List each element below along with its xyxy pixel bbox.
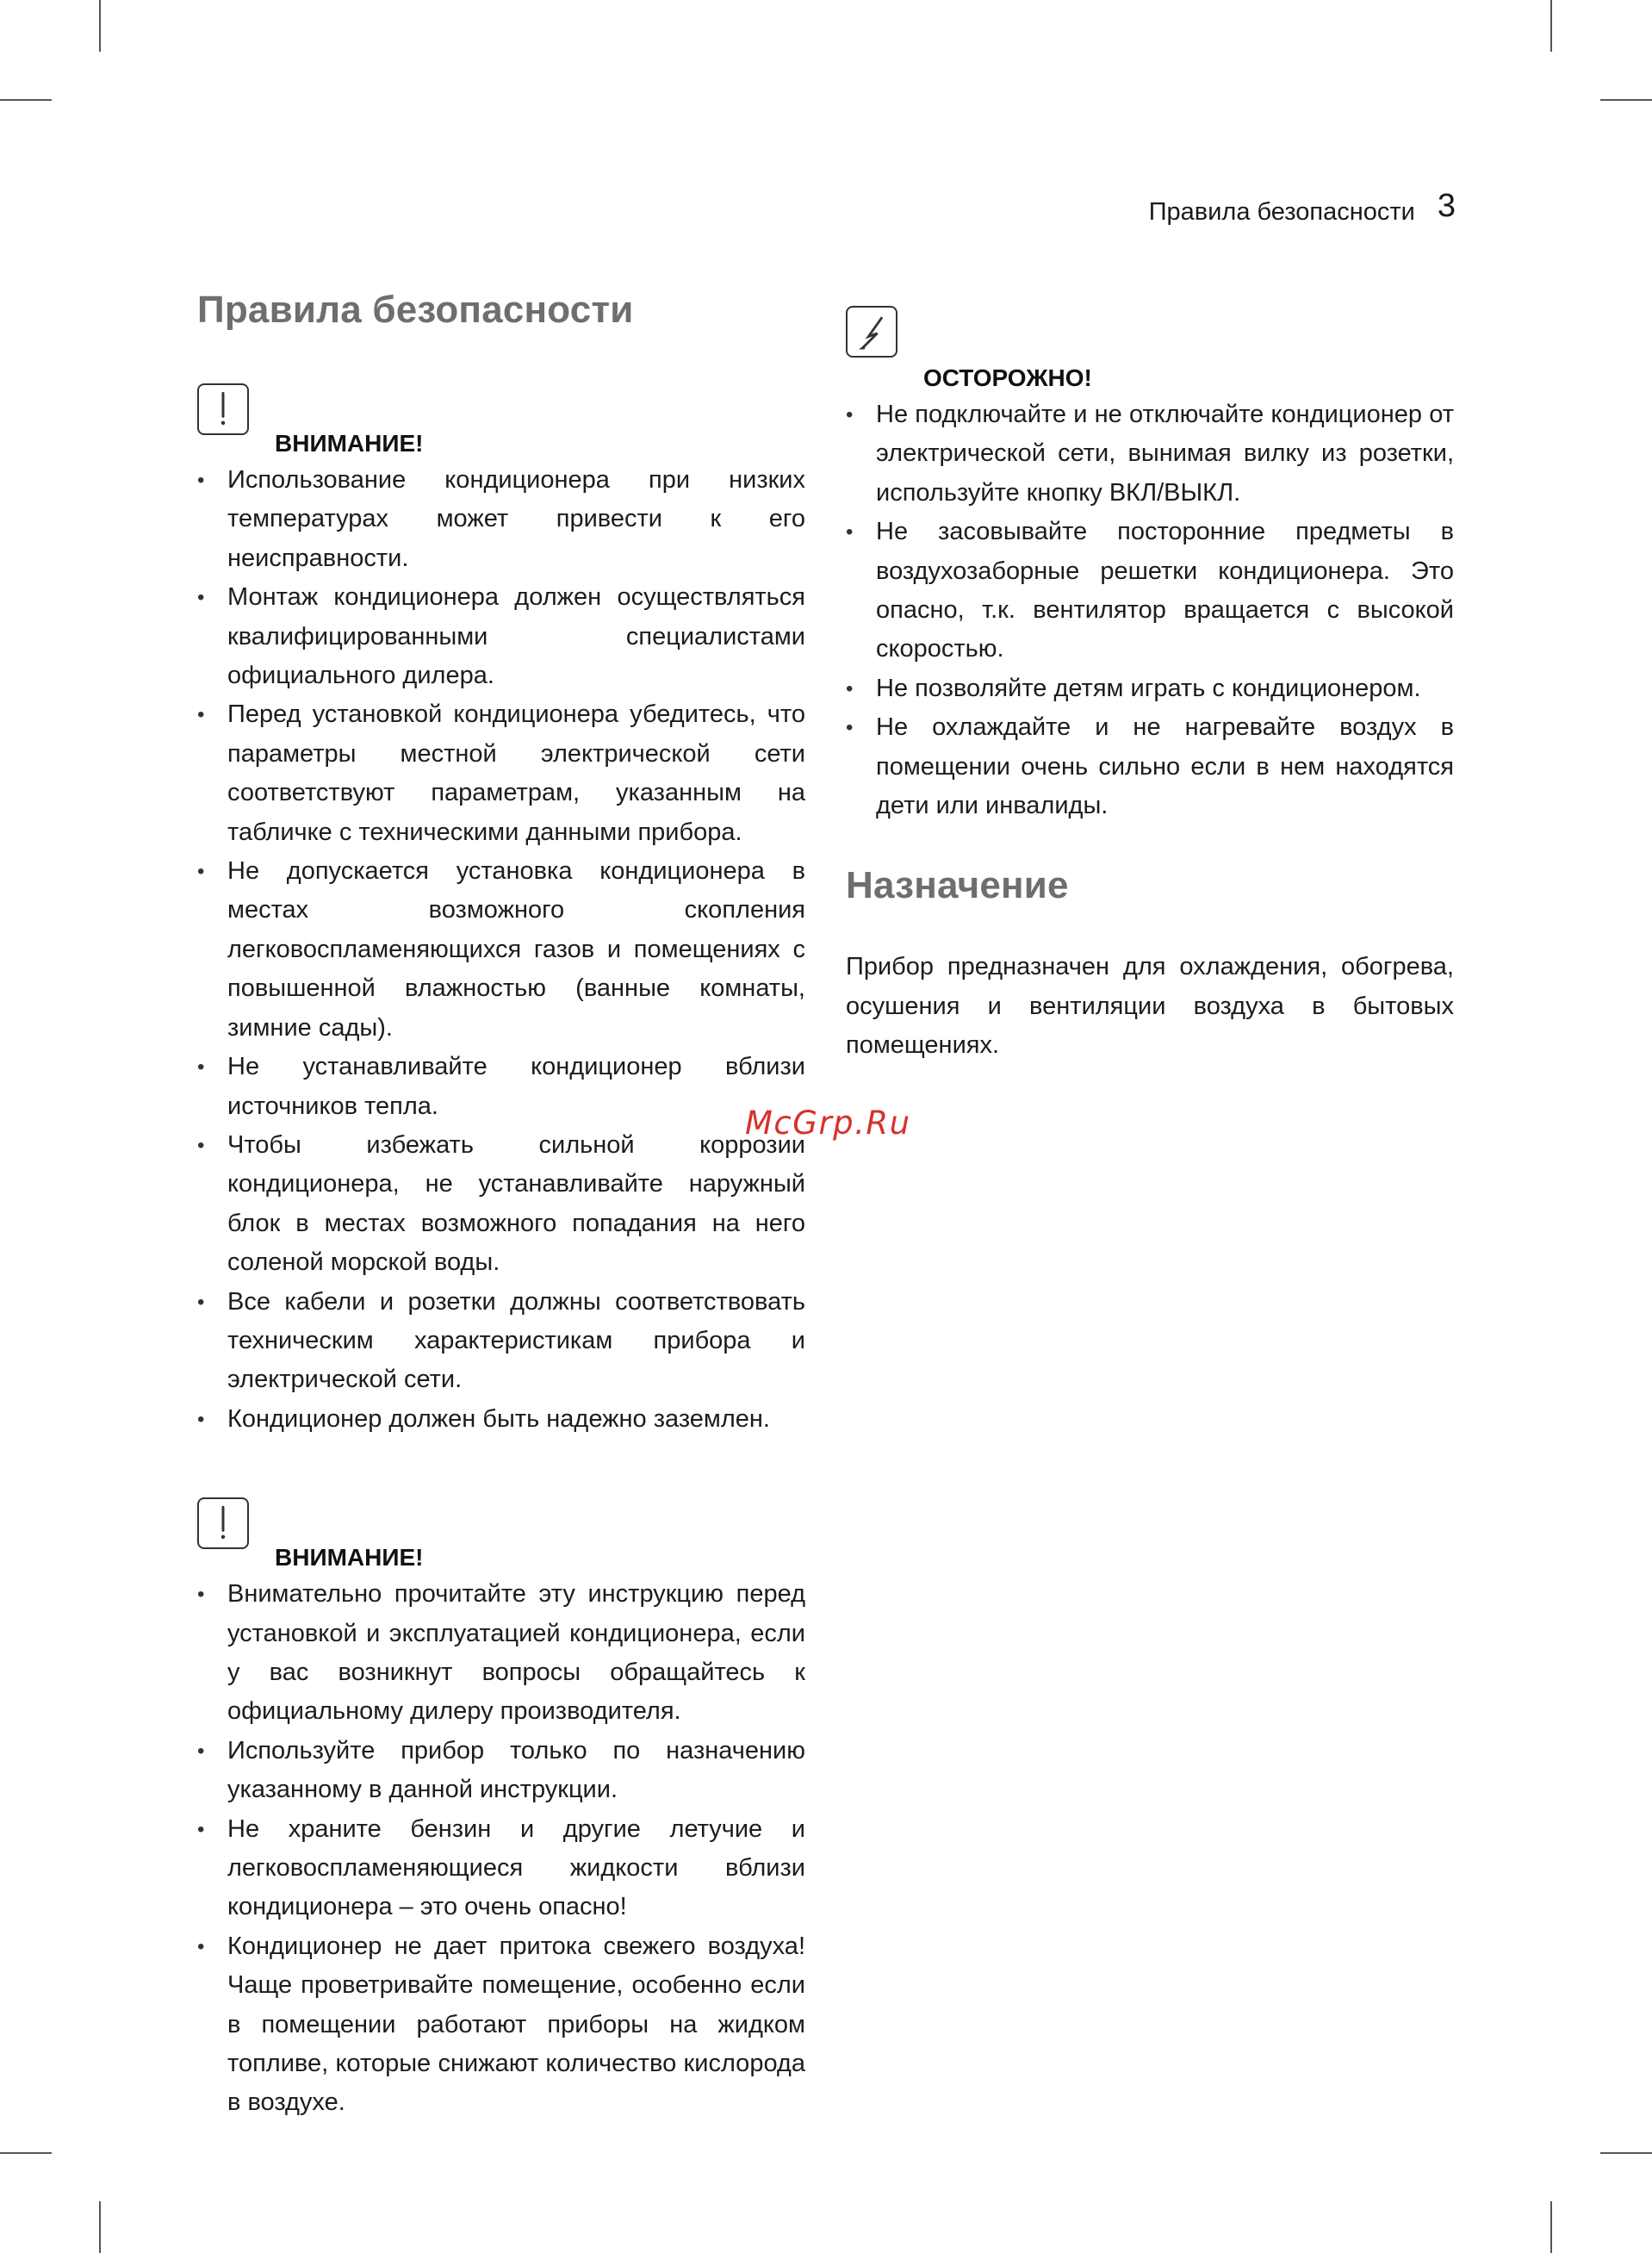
warning-header-2 <box>197 1497 805 1575</box>
crop-mark <box>1600 2152 1652 2154</box>
watermark: McGrp.Ru <box>745 1105 911 1142</box>
exclamation-icon <box>197 383 249 435</box>
list-item: • Не допускается установка кондиционера в местах возможного скопления легковоспламеняющихся газов и помещениях с повышенной влажностью (ванные комнаты, зимние сады). <box>197 852 805 1048</box>
list-item: • Чтобы избежать сильной коррозии кондиционера, не устанавливайте наружный блок в местах возможного попадания на него соленой морской воды. <box>197 1126 805 1283</box>
crop-mark <box>0 99 52 101</box>
right-column <box>846 284 1454 1066</box>
list-item: • Перед установкой кондиционера убедитесь, что параметры местной электрической сети соответствуют параметрам, указанным на табличке с техническими данными прибора. <box>197 695 805 852</box>
crop-mark <box>99 0 101 52</box>
list-item: • Не храните бензин и другие летучие и легковоспламеняющиеся жидкости вблизи кондиционера – это очень опасно! <box>197 1810 805 1927</box>
list-item: • Не охлаждайте и не нагревайте воздух в помещении очень сильно если в нем находятся дети или инвалиды. <box>846 708 1454 825</box>
list-item: • Использование кондиционера при низких температурах может привести к его неисправности. <box>197 461 805 578</box>
list-item: • Все кабели и розетки должны соответствовать техническим характеристикам прибора и электрической сети. <box>197 1283 805 1400</box>
running-header <box>1034 188 1456 228</box>
list-item: • Не засовывайте посторонние предметы в воздухозаборные решетки кондиционера. Это опасно, т.к. вентилятор вращается с высокой скоростью. <box>846 513 1454 669</box>
warning-list-1 <box>197 461 805 1439</box>
page-number: 3 <box>1437 188 1456 224</box>
electric-shock-icon <box>846 306 897 358</box>
caution-label: ОСТОРОЖНО! <box>923 364 1092 391</box>
exclamation-icon <box>197 1497 249 1549</box>
warning-label-1: ВНИМАНИЕ! <box>275 430 424 457</box>
crop-mark <box>1550 2201 1552 2253</box>
crop-mark <box>1550 0 1552 52</box>
list-item: • Используйте прибор только по назначению указанному в данной инструкции. <box>197 1732 805 1810</box>
list-item: • Не позволяйте детям играть с кондиционером. <box>846 669 1454 708</box>
list-item: • Кондиционер должен быть надежно заземлен. <box>197 1400 805 1439</box>
list-item: • Монтаж кондиционера должен осуществляться квалифицированными специалистами официального дилера. <box>197 578 805 695</box>
left-column <box>197 284 805 2123</box>
crop-mark <box>99 2201 101 2253</box>
list-item: • Внимательно прочитайте эту инструкцию перед установкой и эксплуатацией кондиционера, если у вас возникнут вопросы обращайтесь к официальному дилеру производителя. <box>197 1575 805 1732</box>
purpose-text: Прибор предназначен для охлаждения, обогрева, осушения и вентиляции воздуха в бытовых помещениях. <box>846 953 1454 1060</box>
purpose-title: Назначение <box>846 864 1069 907</box>
caution-list <box>846 395 1454 825</box>
list-item: • Не устанавливайте кондиционер вблизи источников тепла. <box>197 1048 805 1126</box>
warning-header-1 <box>197 383 805 461</box>
list-item: • Не подключайте и не отключайте кондиционер от электрической сети, вынимая вилку из розетки, используйте кнопку ВКЛ/ВЫКЛ. <box>846 395 1454 513</box>
list-item: • Кондиционер не дает притока свежего воздуха! Чаще проветривайте помещение, особенно если в помещении работают приборы на жидком топливе, которые снижают количество кислорода в воздухе. <box>197 1927 805 2123</box>
caution-header <box>846 306 1454 395</box>
crop-mark <box>1600 99 1652 101</box>
crop-mark <box>0 2152 52 2154</box>
safety-title: Правила безопасности <box>197 289 634 331</box>
warning-list-2 <box>197 1575 805 2123</box>
running-header-title: Правила безопасности <box>1148 198 1415 226</box>
warning-label-2: ВНИМАНИЕ! <box>275 1544 424 1571</box>
